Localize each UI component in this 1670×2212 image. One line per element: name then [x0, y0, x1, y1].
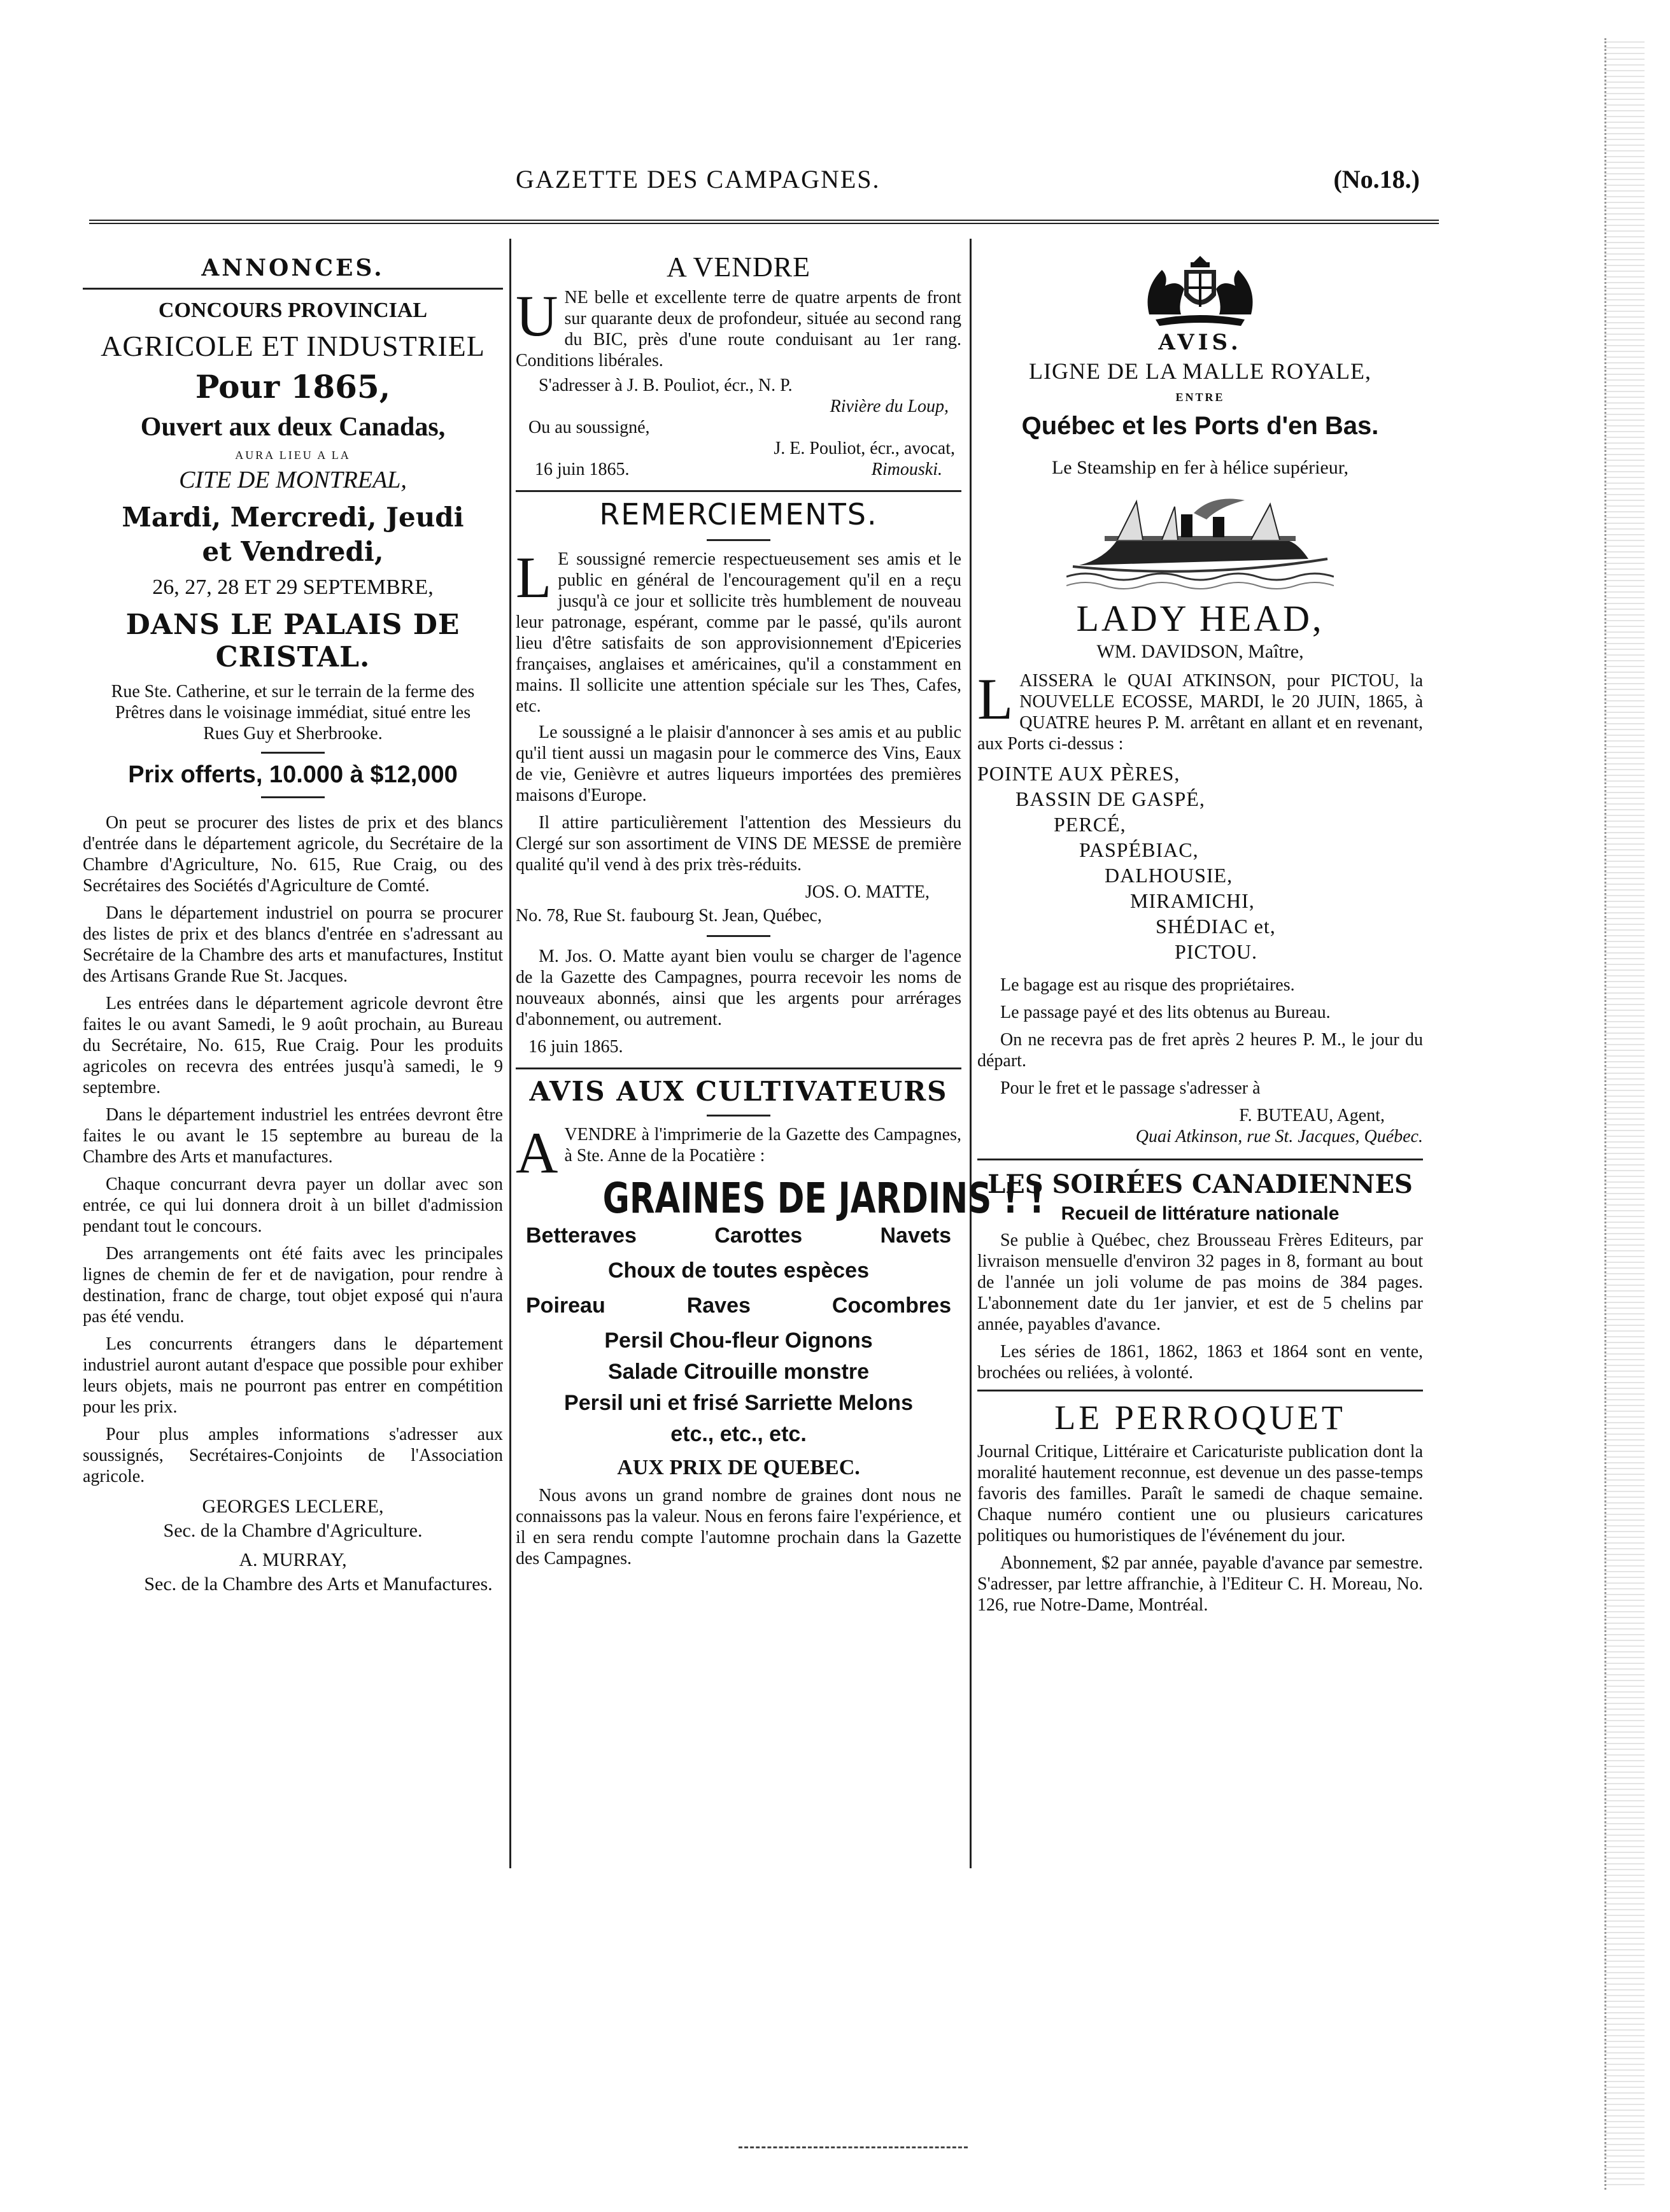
- seed-line: Persil uni et frisé Sarriette Melons: [564, 1391, 913, 1415]
- paragraph: Les concurrents étrangers dans le département industriel auront autant d'espace que possible pour exhiber leurs objets, mais ne pourront pas entrer en compétition pour les prix.: [83, 1334, 503, 1417]
- paragraph: Les entrées dans le département agricole devront être faites le ou avant Samedi, le 9 août prochain, au Bureau du Secrétaire, No. 615, Rue Craig. Pour les produits agricoles on recevra des entrées jusqu'à samedi, le 9 septembre.: [83, 994, 503, 1097]
- port-name: DALHOUSIE,: [1105, 864, 1233, 887]
- royal-coat-of-arms-icon: [1130, 251, 1270, 327]
- divider: [516, 1067, 961, 1069]
- ad-heading: Ouvert aux deux Canadas,: [140, 412, 446, 442]
- divider: [516, 490, 961, 492]
- prizes-heading: Prix offerts, 10.000 à $12,000: [128, 761, 458, 788]
- column-right: [977, 242, 1423, 1622]
- divider: [261, 752, 325, 754]
- address-place: Rivière du Loup,: [830, 397, 949, 416]
- signature-name: GEORGES LECLERE,: [202, 1496, 384, 1517]
- signature-name: JOS. O. MATTE,: [805, 882, 930, 902]
- page-header: [96, 164, 1420, 202]
- ship-name: LADY HEAD,: [1076, 598, 1324, 639]
- drop-cap: A: [516, 1120, 558, 1185]
- address-line: J. E. Pouliot, écr., avocat,: [774, 439, 955, 458]
- seed-line: Persil Chou-fleur Oignons: [604, 1328, 873, 1353]
- paragraph: Abonnement, $2 par année, payable d'avance par semestre. S'adresser, par lettre affranchie, à l'Editeur C. H. Moreau, No. 126, rue Notre-Dame, Montréal.: [977, 1553, 1423, 1615]
- divider: [707, 539, 770, 541]
- address-line: Ou au soussigné,: [528, 418, 650, 437]
- entre-label: ENTRE: [1175, 391, 1225, 404]
- port-name: MIRAMICHI,: [1130, 889, 1255, 912]
- paragraph: Le passage payé et des lits obtenus au Bureau.: [1000, 1003, 1331, 1022]
- divider: [261, 796, 325, 798]
- newspaper-title: GAZETTE DES CAMPAGNES.: [516, 165, 881, 194]
- ad-heading: AGRICOLE ET INDUSTRIEL: [101, 330, 485, 362]
- paragraph: Chaque concurrant devra payer un dollar avec son entrée, ce qui lui donnera droit à un billet d'admission pendant tout le concours.: [83, 1174, 503, 1236]
- drop-cap: U: [516, 283, 558, 348]
- soirees-subheading: Recueil de littérature nationale: [1061, 1203, 1340, 1224]
- paragraph: Se publie à Québec, chez Brousseau Frères Editeurs, par livraison mensuelle d'environ 32 pages in 8, formant au bout de l'année un joli volume de pas moins de 384 pages. L'abonnement date du 1er janvier, et est de 5 chelins par année, payables d'avance.: [977, 1230, 1423, 1334]
- ad-location: Rue Ste. Catherine, et sur le terrain de la ferme des Prêtres dans le voisinage immédiat, situé entre les Rues Guy et Sherbrooke.: [111, 682, 475, 743]
- seed-line: Choux de toutes espèces: [607, 1258, 869, 1283]
- ad-date: 16 juin 1865.: [535, 460, 630, 479]
- line-heading: LIGNE DE LA MALLE ROYALE,: [1029, 358, 1371, 384]
- paragraph: M. Jos. O. Matte ayant bien voulu se charger de l'agence de la Gazette des Campagnes, pourra recevoir les noms de nouveaux abonnés, ainsi que les argents pour arrérages d'abonnement, ou autrement.: [516, 947, 961, 1029]
- divider: [83, 288, 503, 290]
- paragraph: NE belle et excellente terre de quatre arpents de front sur quarante deux de profondeur, située au second rang du BIC, près d'une route conduisant au 1er rang. Conditions libérales.: [516, 288, 961, 370]
- paragraph: Nous avons un grand nombre de graines dont nous ne connaissons pas la valeur. Nous en ferons faire l'expérience, et il en sera rendu compte l'automne prochain dans la Gazette des Campagnes.: [516, 1486, 961, 1568]
- section-heading: ANNONCES.: [201, 255, 385, 281]
- seed-line: etc., etc., etc.: [670, 1422, 807, 1446]
- drop-cap: L: [516, 545, 552, 610]
- agent-name: F. BUTEAU, Agent,: [1239, 1106, 1385, 1125]
- seed-item: Poireau: [526, 1293, 605, 1318]
- ad-heading: Mardi, Mercredi, Jeudi et Vendredi,: [122, 502, 464, 567]
- paragraph: Journal Critique, Littéraire et Caricaturiste publication dont la moralité hautement reconnue, est devenue un des passe-temps favoris des familles. Paraît le samedi de chaque semaine. Chaque numéro contient une ou plusieurs caricatures politiques ou humoristiques de l'événement du jour.: [977, 1442, 1423, 1546]
- paragraph: Les séries de 1861, 1862, 1863 et 1864 sont en vente, brochées ou reliées, à volonté.: [977, 1342, 1423, 1383]
- agent-address: Quai Atkinson, rue St. Jacques, Québec.: [1135, 1127, 1423, 1146]
- paragraph: Dans le département industriel les entrées devront être faites le ou avant le 15 septembre au bureau de la Chambre des Arts et manufactures.: [83, 1105, 503, 1167]
- seed-item: Betteraves: [526, 1223, 637, 1248]
- drop-cap: L: [977, 666, 1014, 731]
- header-rule: [89, 220, 1439, 224]
- column-annonces: [83, 242, 503, 1595]
- paragraph: Pour le fret et le passage s'adresser à: [1000, 1078, 1261, 1098]
- column-rule: [509, 239, 511, 1868]
- port-name: PICTOU.: [1175, 940, 1257, 963]
- divider: [977, 1159, 1423, 1160]
- route-heading: Québec et les Ports d'en Bas.: [1021, 412, 1379, 440]
- ad-heading-vendre: A VENDRE: [667, 251, 810, 283]
- graines-heading: GRAINES DE JARDINS ! !: [602, 1174, 1045, 1223]
- prix-heading: AUX PRIX DE QUEBEC.: [617, 1456, 860, 1479]
- address-place: Rimouski.: [871, 460, 942, 479]
- page-edge: [1604, 38, 1645, 2190]
- steamship-icon: [1066, 495, 1334, 591]
- signature-title: Sec. de la Chambre d'Agriculture.: [163, 1520, 423, 1541]
- divider: [707, 935, 770, 937]
- footer-rule: [739, 2146, 968, 2148]
- ship-master: WM. DAVIDSON, Maître,: [1096, 641, 1304, 662]
- column-middle: [516, 242, 1045, 1575]
- ad-heading-avis: AVIS AUX CULTIVATEURS: [529, 1076, 948, 1107]
- ad-heading: Pour 1865,: [195, 368, 391, 405]
- port-name: BASSIN DE GASPÉ,: [1015, 787, 1205, 810]
- ad-heading: CITE DE MONTREAL,: [179, 467, 407, 493]
- port-name: PASPÉBIAC,: [1079, 838, 1199, 861]
- port-name: PERCÉ,: [1054, 813, 1126, 836]
- port-name: POINTE AUX PÈRES,: [977, 762, 1180, 785]
- seed-item: Cocombres: [831, 1293, 951, 1318]
- perroquet-heading: LE PERROQUET: [1054, 1398, 1346, 1437]
- paragraph: VENDRE à l'imprimerie de la Gazette des Campagnes, à Ste. Anne de la Pocatière :: [564, 1125, 961, 1166]
- steamship-line: Le Steamship en fer à hélice supérieur,: [1051, 457, 1349, 478]
- seed-item: Raves: [686, 1293, 751, 1318]
- paragraph: Il attire particulièrement l'attention des Messieurs du Clergé sur son assortiment de VINS DE MESSE de première qualité qu'il vend à des prix très-réduits.: [516, 813, 961, 875]
- paragraph: On ne recevra pas de fret après 2 heures P. M., le jour du départ.: [977, 1030, 1423, 1071]
- seed-item: Navets: [880, 1223, 951, 1248]
- seed-item: Carottes: [714, 1223, 803, 1248]
- paragraph: AISSERA le QUAI ATKINSON, pour PICTOU, la NOUVELLE ECOSSE, MARDI, le 20 JUIN, 1865, à QUATRE heures P. M. arrêtant en allant et en revenant, aux Ports ci-dessus :: [977, 671, 1423, 754]
- seed-line: Salade Citrouille monstre: [608, 1360, 869, 1384]
- paragraph: Le bagage est au risque des propriétaires.: [1000, 975, 1295, 995]
- ad-heading-remerciements: REMERCIEMENTS.: [599, 497, 878, 532]
- paragraph: Dans le département industriel on pourra se procurer des listes de prix et des blancs d'entrée en s'adressant au Secrétaire de la Chambre des arts et manufactures, Institut des Artisans Grande Rue St. Jacques.: [83, 903, 503, 986]
- address-line: No. 78, Rue St. faubourg St. Jean, Québec,: [516, 906, 822, 926]
- port-name: SHÉDIAC et,: [1156, 915, 1276, 938]
- ad-heading: DANS LE PALAIS DE CRISTAL.: [125, 609, 460, 673]
- ad-heading: AURA LIEU A LA: [235, 449, 351, 461]
- soirees-heading: LES SOIRÉES CANADIENNES: [987, 1169, 1413, 1199]
- paragraph: E soussigné remercie respectueusement ses amis et le public en général de l'encouragement qu'il en a reçu jusqu'à ce jour et sollicite très humblement de nouveau leur patronage, espérant, comme par le passé, qu'ils auront lieu d'être satisfaits de son approvisionnement d'Epiceries françaises, anglaises et américaines, qu'il a constamment en mains. Il sollicite une attention spéciale sur les Thes, Cafes, etc.: [516, 549, 961, 716]
- paragraph: Le soussigné a le plaisir d'annoncer à ses amis et au public qu'il tient aussi un magasin pour le commerce des Vins, Eaux de vie, Genièvre et autres liqueurs importées des premières maisons d'Europe.: [516, 722, 961, 805]
- signature-name: A. MURRAY,: [239, 1549, 347, 1570]
- divider: [977, 1390, 1423, 1391]
- paragraph: Des arrangements ont été faits avec les principales lignes de chemin de fer et de navigation, pour rendre à destination, franc de charge, tout objet exposé qui n'aura pas été vendu.: [83, 1244, 503, 1327]
- column-rule: [970, 239, 972, 1868]
- issue-number: (No.18.): [1333, 165, 1420, 194]
- divider: [707, 1115, 770, 1117]
- paragraph: On peut se procurer des listes de prix et des blancs d'entrée dans le département agricole, du Secrétaire de la Chambre d'Agriculture, No. 615, Rue Craig, ou des Secrétaires des Sociétés d'Agriculture de Comté.: [83, 813, 503, 896]
- signature-title: Sec. de la Chambre des Arts et Manufactures.: [144, 1574, 493, 1595]
- ad-heading: CONCOURS PROVINCIAL: [158, 299, 428, 322]
- address-line: S'adresser à J. B. Pouliot, écr., N. P.: [539, 376, 793, 395]
- paragraph: Pour plus amples informations s'adresser aux soussignés, Secrétaires-Conjoints de l'Association agricole.: [83, 1425, 503, 1486]
- ad-date: 16 juin 1865.: [528, 1037, 623, 1057]
- avis-heading: AVIS.: [1158, 330, 1242, 355]
- ad-dates: 26, 27, 28 ET 29 SEPTEMBRE,: [152, 575, 434, 599]
